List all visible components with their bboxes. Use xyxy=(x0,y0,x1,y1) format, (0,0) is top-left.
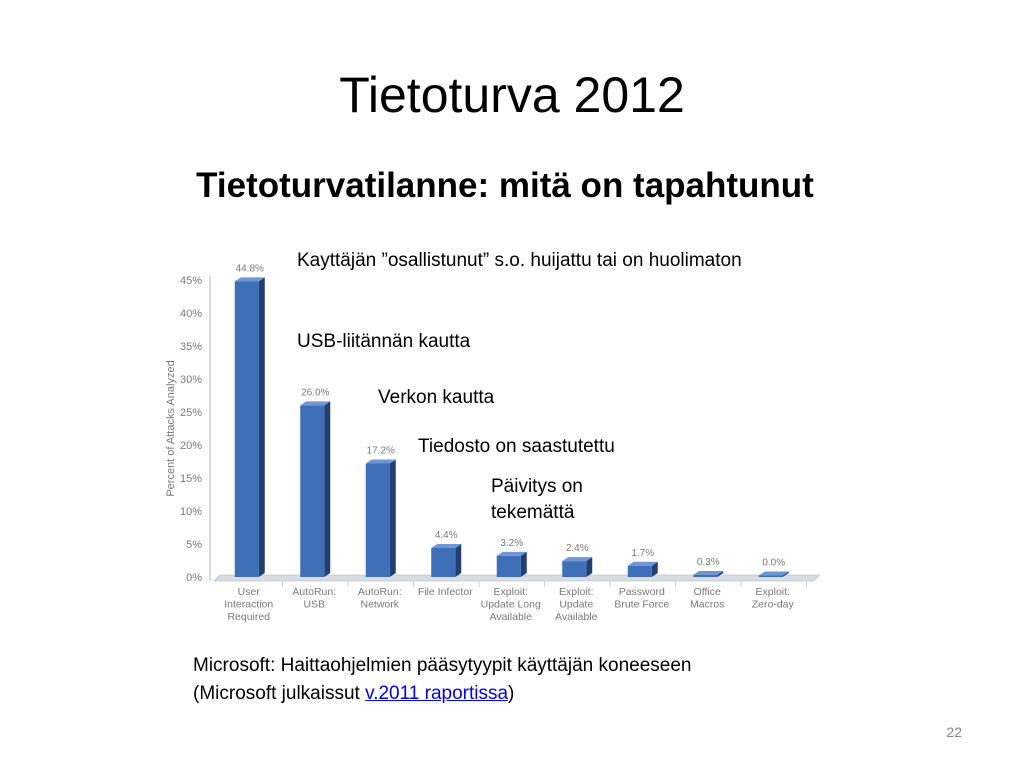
source-line-2 xyxy=(193,680,691,708)
x-tick-label-line: User xyxy=(237,586,260,598)
data-label: 26.0% xyxy=(301,387,330,399)
x-tick-label-line: Password xyxy=(618,586,665,598)
x-tick-label-line: AutoRun: xyxy=(292,586,337,598)
x-tick-label-line: Macros xyxy=(690,598,725,611)
x-tick-label-line: USB xyxy=(303,598,326,611)
x-tick-label xyxy=(224,586,273,623)
data-label: 0.3% xyxy=(696,557,720,569)
data-label: 17.2% xyxy=(366,445,395,457)
x-tick-label xyxy=(752,586,795,611)
x-tick-label xyxy=(418,586,473,598)
bar xyxy=(300,405,324,577)
x-tick-label xyxy=(292,586,336,611)
y-tick-label: 5% xyxy=(186,539,202,551)
source-prefix: (Microsoft julkaissut xyxy=(193,683,366,704)
bar xyxy=(562,561,586,577)
y-tick-label: 20% xyxy=(179,440,202,452)
y-tick-label: 15% xyxy=(179,473,202,485)
bar xyxy=(497,556,521,577)
data-label: 3.2% xyxy=(500,537,524,549)
x-tick-label xyxy=(555,586,598,623)
annotation-network: Verkon kautta xyxy=(378,387,495,408)
x-tick-label xyxy=(358,586,402,611)
y-tick-label: 40% xyxy=(179,308,202,320)
source-note xyxy=(193,652,691,708)
annotation-user-interaction: Kayttäjän ”osallistunut” s.o. huijattu tai on huolimaton xyxy=(297,250,742,271)
y-axis-label: Percent of Attacks Analyzed xyxy=(165,360,177,497)
x-tick-label-line: Required xyxy=(227,611,271,623)
y-tick-label: 45% xyxy=(179,275,202,287)
bar-side xyxy=(324,401,330,577)
x-tick-label-line: Office xyxy=(693,586,721,598)
annotation-usb: USB-liitännän kautta xyxy=(297,331,471,352)
x-tick-label xyxy=(614,586,669,611)
x-tick-label-line: File Infector xyxy=(417,586,473,598)
x-tick-label xyxy=(481,586,541,623)
data-label: 2.4% xyxy=(565,543,589,555)
x-tick-label-line: Zero-day xyxy=(751,598,794,611)
bar-side xyxy=(390,459,396,577)
bar-side xyxy=(455,544,461,577)
x-tick-label-line: Update xyxy=(559,598,594,611)
x-tick-label-line: Exploit: xyxy=(755,586,790,598)
bar xyxy=(628,566,652,577)
slide-subtitle: Tietoturvatilanne: mitä on tapahtunut xyxy=(196,166,814,205)
x-tick-label-line: Exploit: xyxy=(559,586,594,598)
data-label: 4.4% xyxy=(434,529,458,541)
x-tick-label-line: Interaction xyxy=(224,598,274,611)
y-tick-label: 30% xyxy=(179,374,202,386)
bar-side xyxy=(521,552,527,577)
y-tick-label: 10% xyxy=(179,506,202,518)
annotation-update-missing: Päivitys on tekemättä xyxy=(491,476,583,523)
x-tick-label-line: Exploit: xyxy=(493,586,528,598)
x-tick-label-line: Available xyxy=(489,611,532,623)
x-tick-label-line: Available xyxy=(555,611,598,623)
x-tick-label-line: Brute Force xyxy=(614,598,670,611)
bar xyxy=(759,576,783,578)
y-tick-label: 35% xyxy=(179,341,202,353)
source-suffix: ) xyxy=(508,683,515,704)
bar xyxy=(431,548,455,577)
x-tick-label xyxy=(690,586,724,611)
x-tick-label-line: Network xyxy=(360,598,400,611)
annotation-file-infector: Tiedosto on saastutettu xyxy=(418,436,615,457)
x-tick-label-line: Update Long xyxy=(480,598,541,611)
x-tick-label-line: AutoRun: xyxy=(357,586,402,598)
data-label: 44.8% xyxy=(235,263,264,275)
y-tick-label: 25% xyxy=(179,407,202,419)
bar xyxy=(235,281,259,577)
data-label: 1.7% xyxy=(631,547,655,559)
y-tick-label: 0% xyxy=(186,572,202,584)
bar xyxy=(366,463,390,577)
source-line-1: Microsoft: Haittaohjelmien pääsytyypit käyttäjän koneeseen xyxy=(193,655,692,676)
bar xyxy=(693,575,717,577)
slide-title: Tietoturva 2012 xyxy=(339,67,685,123)
report-link[interactable]: v.2011 raportissa xyxy=(365,683,509,704)
data-label: 0.0% xyxy=(762,557,786,569)
bar-side xyxy=(259,277,265,577)
page-number: 22 xyxy=(946,724,962,740)
